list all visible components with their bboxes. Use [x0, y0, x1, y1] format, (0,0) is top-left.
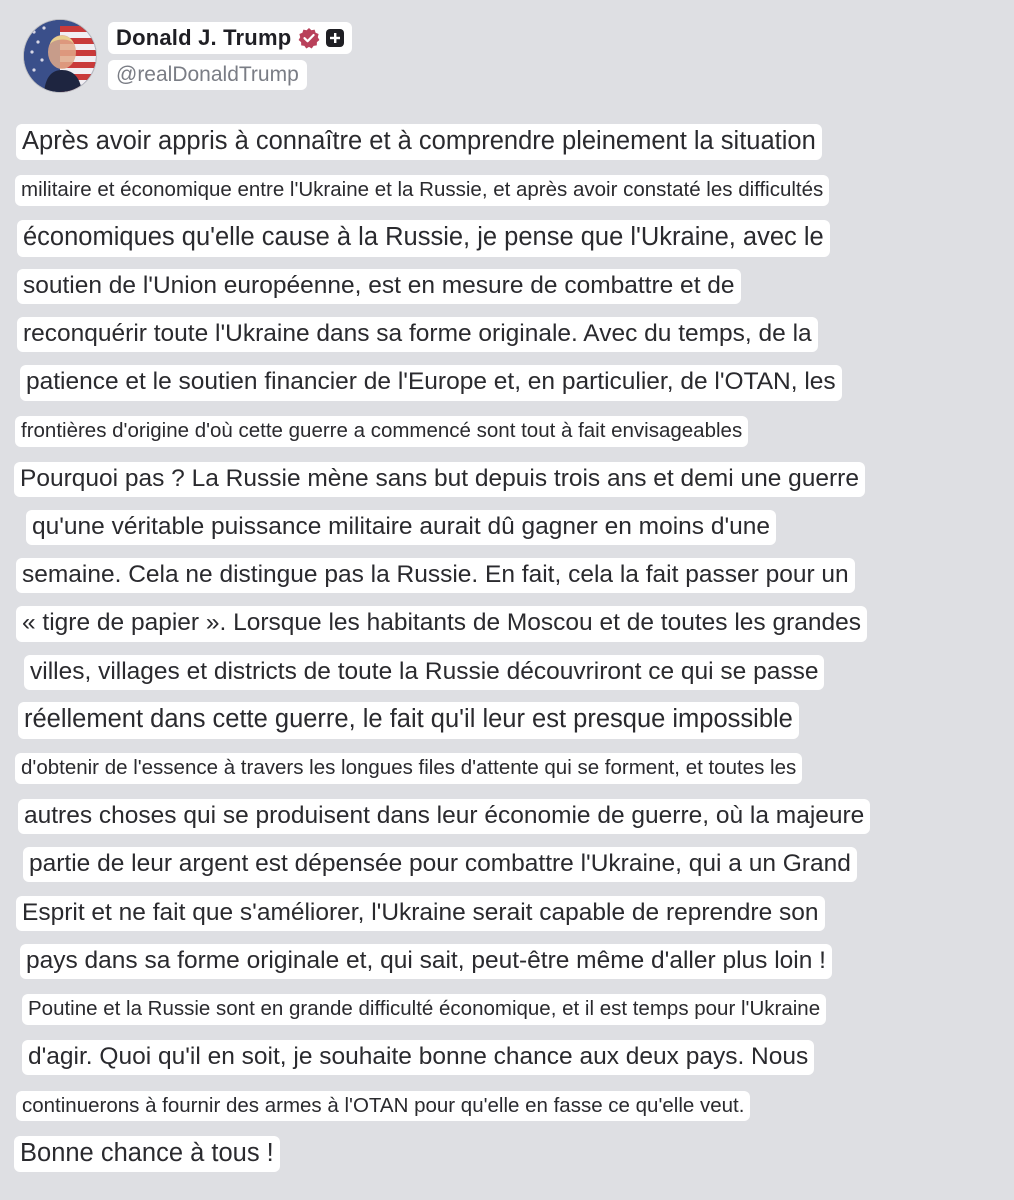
post-line: [14, 600, 1000, 648]
post-line-text: villes, villages et districts de toute la Russie découvriront ce qui se passe: [24, 655, 824, 690]
post-line-text: continuerons à fournir des armes à l'OTAN pour qu'elle en fasse ce qu'elle veut.: [16, 1091, 750, 1122]
post-line-text: Après avoir appris à connaître et à comprendre pleinement la situation: [16, 124, 822, 160]
post-line: [14, 1130, 1000, 1178]
author-name[interactable]: Donald J. Trump: [116, 25, 292, 50]
post-line-text: pays dans sa forme originale et, qui sait, peut-être même d'aller plus loin !: [20, 944, 832, 979]
post-line: [14, 696, 1000, 744]
post-line: [14, 793, 1000, 841]
post-line-text: d'obtenir de l'essence à travers les longues files d'attente qui se forment, et toutes les: [15, 753, 802, 784]
post-line: [14, 744, 1000, 792]
avatar[interactable]: [24, 20, 96, 92]
post-line-text: Bonne chance à tous !: [14, 1136, 280, 1172]
post-line-text: Esprit et ne fait que s'améliorer, l'Ukraine serait capable de reprendre son: [16, 896, 825, 931]
author-name-row: [108, 22, 352, 54]
post-line: [14, 889, 1000, 937]
post-line: [14, 263, 1000, 311]
post-line: [14, 311, 1000, 359]
post-line: [14, 552, 1000, 600]
post-line: [14, 985, 1000, 1033]
post-line: [14, 214, 1000, 262]
post-line-text: économiques qu'elle cause à la Russie, je pense que l'Ukraine, avec le: [17, 220, 830, 256]
verified-badge-icon: [298, 27, 320, 49]
post-line-text: réellement dans cette guerre, le fait qu'il leur est presque impossible: [18, 702, 799, 738]
plus-icon[interactable]: [326, 29, 344, 47]
post-line: [14, 841, 1000, 889]
post-line-text: Pourquoi pas ? La Russie mène sans but depuis trois ans et demi une guerre: [14, 462, 865, 497]
post-line: [14, 1034, 1000, 1082]
post-line-text: soutien de l'Union européenne, est en mesure de combattre et de: [17, 269, 741, 304]
post-line-text: partie de leur argent est dépensée pour combattre l'Ukraine, qui a un Grand: [23, 847, 857, 882]
post-line-text: d'agir. Quoi qu'il en soit, je souhaite bonne chance aux deux pays. Nous: [22, 1040, 814, 1075]
flag-portrait-icon: [24, 20, 96, 92]
author-identity: [108, 22, 352, 90]
post-header: [24, 14, 352, 98]
post-line: [14, 166, 1000, 214]
post-line-text: « tigre de papier ». Lorsque les habitants de Moscou et de toutes les grandes: [16, 606, 867, 641]
post-line-text: militaire et économique entre l'Ukraine et la Russie, et après avoir constaté les difficultés: [15, 175, 829, 206]
post-line-text: frontières d'origine d'où cette guerre a commencé sont tout à fait envisageables: [15, 416, 748, 447]
post-body: [14, 118, 1000, 1178]
post-line: [14, 1082, 1000, 1130]
author-handle[interactable]: @realDonaldTrump: [108, 60, 307, 90]
post-line: [14, 455, 1000, 503]
post-line-text: qu'une véritable puissance militaire aurait dû gagner en moins d'une: [26, 510, 776, 545]
post-line-text: autres choses qui se produisent dans leur économie de guerre, où la majeure: [18, 799, 870, 834]
post-line-text: reconquérir toute l'Ukraine dans sa forme originale. Avec du temps, de la: [17, 317, 818, 352]
post-line: [14, 937, 1000, 985]
post-line: [14, 504, 1000, 552]
post-line-text: patience et le soutien financier de l'Europe et, en particulier, de l'OTAN, les: [20, 365, 842, 400]
post-line: [14, 359, 1000, 407]
post-line: [14, 648, 1000, 696]
post-line-text: Poutine et la Russie sont en grande difficulté économique, et il est temps pour l'Ukraine: [22, 994, 826, 1025]
post-line-text: semaine. Cela ne distingue pas la Russie. En fait, cela la fait passer pour un: [16, 558, 855, 593]
post-line: [14, 407, 1000, 455]
post-line: [14, 118, 1000, 166]
